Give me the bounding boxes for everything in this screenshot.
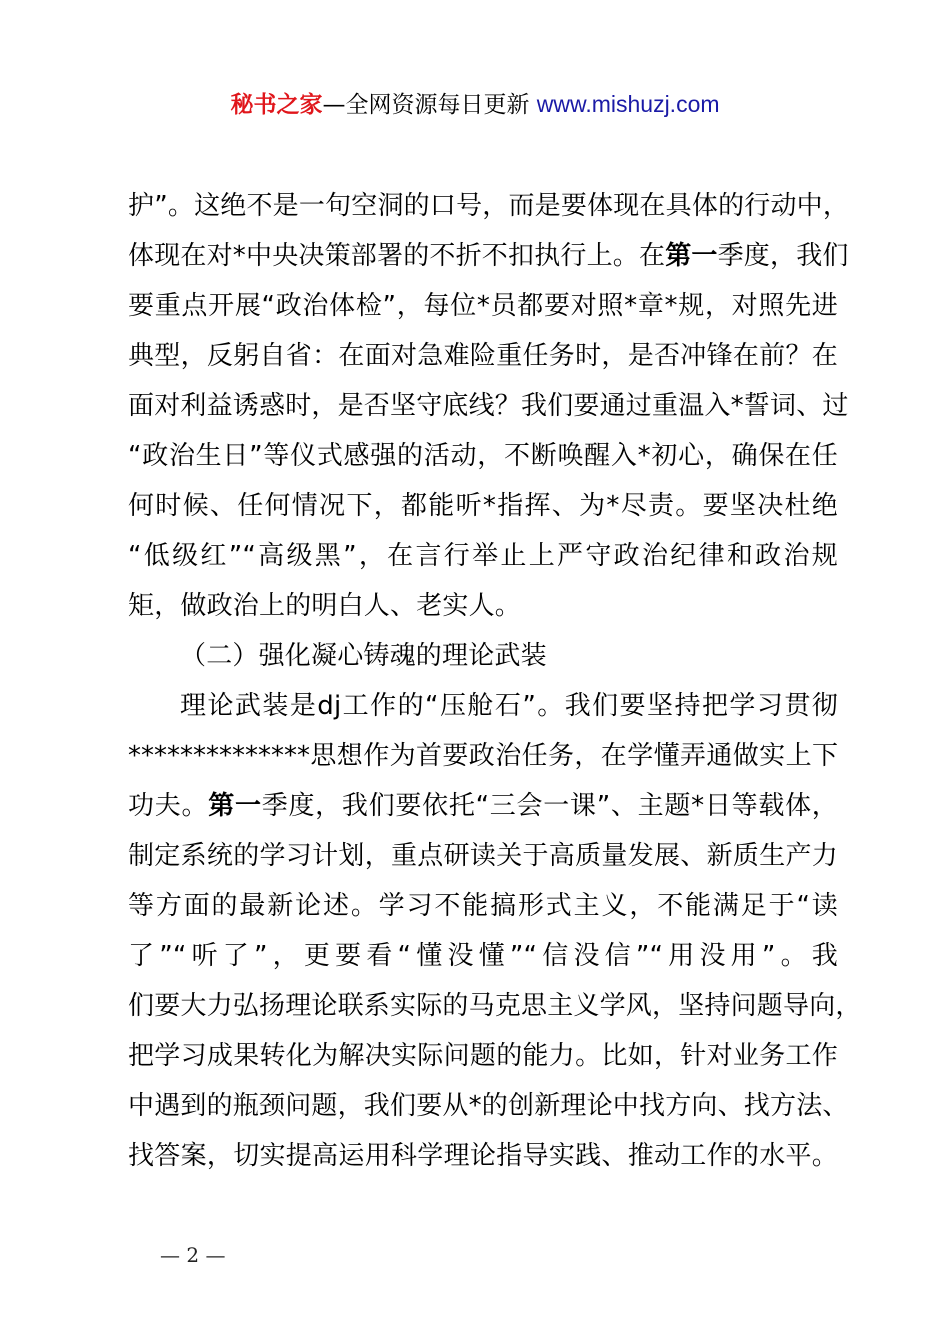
site-url-link[interactable]: www.mishuzj.com xyxy=(536,91,720,117)
article-body xyxy=(128,181,862,1181)
text-line: 找答案，切实提高运用科学理论指导实践、推动工作的水平。 xyxy=(128,1141,838,1171)
text-span: 功夫。 xyxy=(128,791,209,821)
section-heading: （二）强化凝心铸魂的理论武装 xyxy=(180,641,547,671)
header-tagline: —全网资源每日更新 xyxy=(322,92,530,118)
text-line: “政治生日”等仪式感强的活动，不断唤醒入*初心，确保在任 xyxy=(128,441,838,471)
text-line: 制定系统的学习计划，重点研读关于高质量发展、新质生产力 xyxy=(128,841,838,871)
text-line: 面对利益诱惑时，是否坚守底线？我们要通过重温入*誓词、过 xyxy=(128,391,849,421)
text-line: 把学习成果转化为解决实际问题的能力。比如，针对业务工作 xyxy=(128,1041,838,1071)
text-line: “低级红”“高级黑”，在言行举止上严守政治纪律和政治规 xyxy=(128,541,838,571)
text-line: 要重点开展“政治体检”，每位*员都要对照*章*规，对照先进 xyxy=(128,291,838,321)
bold-text: 第一 xyxy=(665,241,718,271)
text-line: 理论武装是dj工作的“压舱石”。我们要坚持把学习贯彻 xyxy=(180,691,838,721)
text-span: 季度，我们要依托“三会一课”、主题*日等载体， xyxy=(261,791,839,821)
text-line xyxy=(128,781,838,831)
text-line: 护”。这绝不是一句空洞的口号，而是要体现在具体的行动中， xyxy=(128,191,850,221)
text-line: 何时候、任何情况下，都能听*指挥、为*尽责。要坚决杜绝 xyxy=(128,491,838,521)
text-span: 体现在对*中央决策部署的不折不扣执行上。在 xyxy=(128,241,666,271)
text-line: 典型，反躬自省：在面对急难险重任务时，是否冲锋在前？在 xyxy=(128,341,838,371)
text-line: 等方面的最新论述。学习不能搞形式主义，不能满足于“读 xyxy=(128,891,838,921)
text-line: 矩，做政治上的明白人、老实人。 xyxy=(128,591,522,621)
text-line: 们要大力弘扬理论联系实际的马克思主义学风，坚持问题导向， xyxy=(128,991,862,1021)
text-line: **************思想作为首要政治任务，在学懂弄通做实上下 xyxy=(128,741,838,771)
bold-text: 第一 xyxy=(208,791,262,821)
text-line: 中遇到的瓶颈问题，我们要从*的创新理论中找方向、找方法、 xyxy=(128,1091,849,1121)
site-header xyxy=(0,86,950,123)
text-span: 季度，我们 xyxy=(717,241,849,271)
brand-name: 秘书之家 xyxy=(230,92,323,118)
text-line: 了”“听了”，更要看“懂没懂”“信没信”“用没用”。我 xyxy=(128,941,838,971)
page-number: — 2 — xyxy=(160,1243,226,1267)
text-line xyxy=(128,231,849,281)
